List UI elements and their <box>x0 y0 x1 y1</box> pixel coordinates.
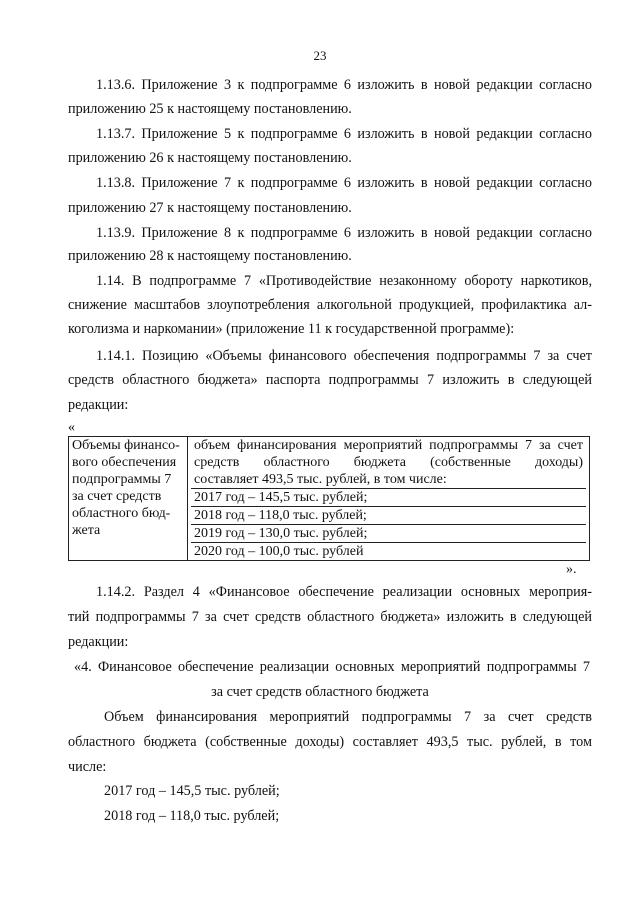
table-open-quote: « <box>68 420 75 435</box>
value-line: объем финансирования мероприятий подпрограммы 7 за счет <box>194 438 583 453</box>
year-line: 2017 год – 145,5 тыс. рублей; <box>191 488 586 506</box>
table-label-cell <box>69 437 188 561</box>
label-line: вого обеспечения <box>72 455 177 470</box>
item-1-13-9-line1: 1.13.9. Приложение 8 к подпрограмме 6 изложить в новой редакции согласно <box>96 225 592 241</box>
year-line: 2018 год – 118,0 тыс. рублей; <box>191 506 586 524</box>
section-1-14-2-line1: 1.14.2. Раздел 4 «Финансовое обеспечение реализации основных мероприя- <box>96 584 592 600</box>
value-line: составляет 493,5 тыс. рублей, в том числе: <box>194 472 447 487</box>
body-line2: областного бюджета (собственные доходы) составляет 493,5 тыс. рублей, в том <box>68 734 592 750</box>
table-close-quote: ». <box>566 562 577 577</box>
body-line3: числе: <box>68 759 107 775</box>
label-line: подпрограммы 7 <box>72 472 172 487</box>
label-line: за счет средств <box>72 489 162 504</box>
body-year-2017: 2017 год – 145,5 тыс. рублей; <box>104 783 280 799</box>
body-line1: Объем финансирования мероприятий подпрограммы 7 за счет средств <box>104 709 592 725</box>
financing-passport-table <box>68 436 590 561</box>
section-4-heading-line2: за счет средств областного бюджета <box>211 684 429 700</box>
section-1-14-line2: снижение масштабов злоупотребления алкогольной продукцией, профилактика ал- <box>68 297 592 313</box>
value-line: средств областного бюджета (собственные доходы) <box>194 455 583 470</box>
body-year-2018: 2018 год – 118,0 тыс. рублей; <box>104 808 280 824</box>
year-line: 2019 год – 130,0 тыс. рублей; <box>191 524 586 542</box>
item-1-13-6-line2: приложению 25 к настоящему постановлению. <box>68 101 352 117</box>
page-number: 23 <box>313 48 327 63</box>
year-line: 2020 год – 100,0 тыс. рублей <box>191 542 586 560</box>
item-1-13-8-line2: приложению 27 к настоящему постановлению. <box>68 200 352 216</box>
item-1-13-7-line2: приложению 26 к настоящему постановлению. <box>68 150 352 166</box>
section-1-14-1-line3: редакции: <box>68 397 129 413</box>
section-1-14-1-line2: средств областного бюджета» паспорта подпрограммы 7 изложить в следующей <box>68 372 592 388</box>
section-1-14-line3: коголизма и наркомании» (приложение 11 к государственной программе): <box>68 321 515 337</box>
item-1-13-9-line2: приложению 28 к настоящему постановлению. <box>68 248 352 264</box>
item-1-13-8-line1: 1.13.8. Приложение 7 к подпрограмме 6 изложить в новой редакции согласно <box>96 175 592 191</box>
item-1-13-7-line1: 1.13.7. Приложение 5 к подпрограмме 6 изложить в новой редакции согласно <box>96 126 592 142</box>
section-1-14-1-line1: 1.14.1. Позицию «Объемы финансового обеспечения подпрограммы 7 за счет <box>96 348 592 364</box>
label-line: жета <box>72 523 101 538</box>
label-line: областного бюд- <box>72 506 171 521</box>
section-1-14-2-line2: тий подпрограммы 7 за счет средств областного бюджета» изложить в следующей <box>68 609 592 625</box>
table-value-cell <box>188 437 590 561</box>
label-line: Объемы финансо- <box>72 438 180 453</box>
section-4-heading-line1: «4. Финансовое обеспечение реализации основных мероприятий подпрограммы 7 <box>74 659 590 675</box>
section-1-14-2-line3: редакции: <box>68 634 129 650</box>
section-1-14-line1: 1.14. В подпрограмме 7 «Противодействие незаконному обороту наркотиков, <box>96 273 592 289</box>
item-1-13-6-line1: 1.13.6. Приложение 3 к подпрограмме 6 изложить в новой редакции согласно <box>96 77 592 93</box>
